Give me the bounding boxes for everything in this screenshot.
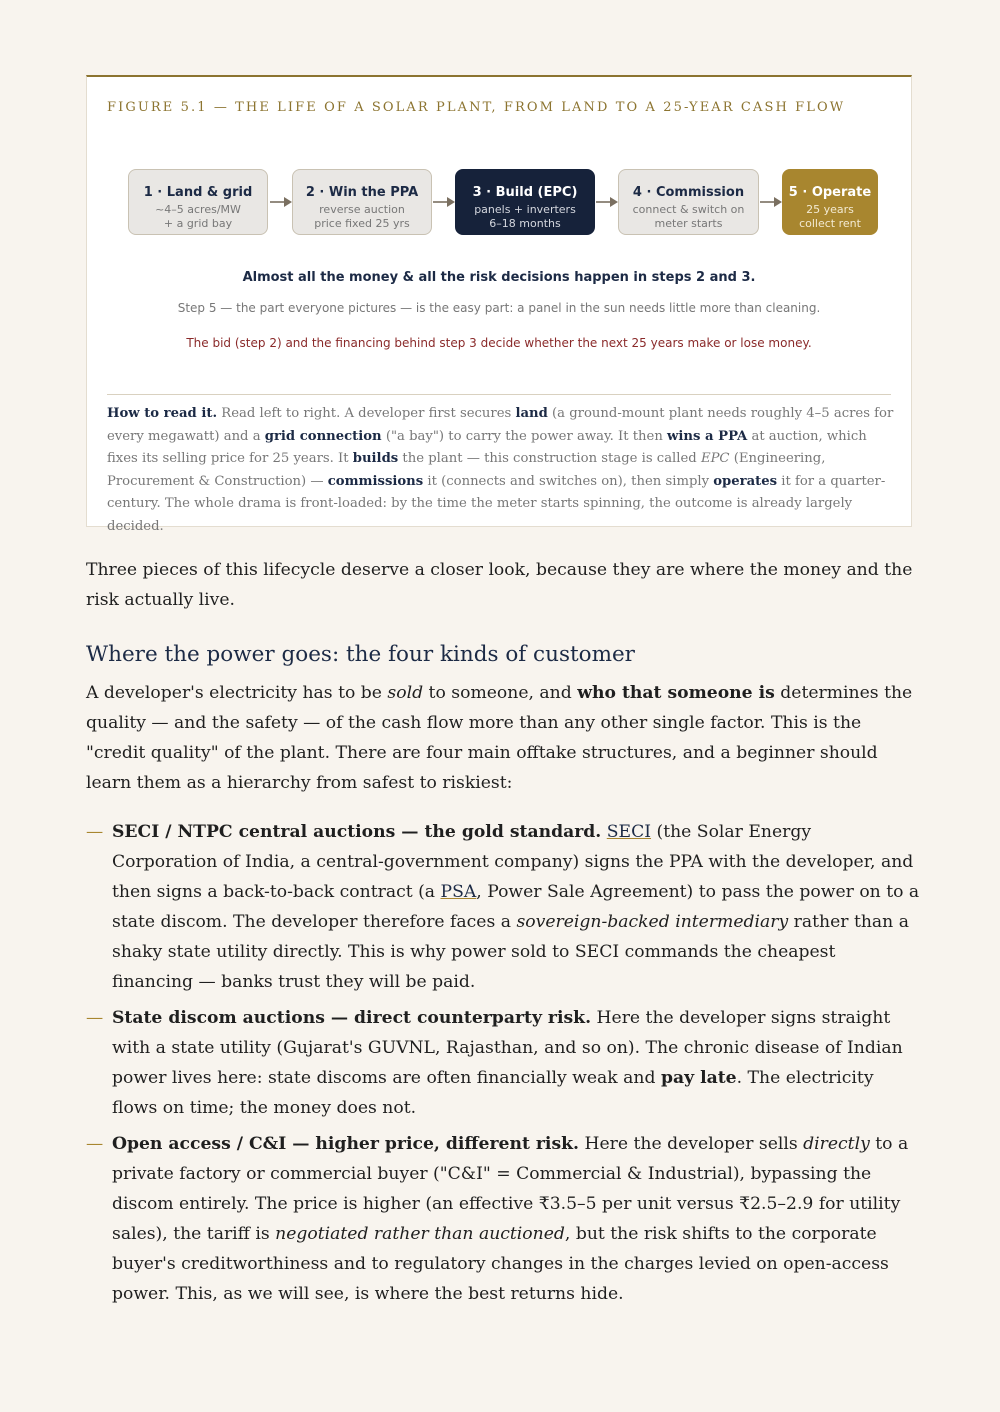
step-commission [618, 169, 759, 235]
step-detail: connect & switch on [632, 203, 745, 216]
psa-link[interactable]: PSA [440, 882, 477, 902]
paragraph-text: determines the quality — and the safety — of the cash flow more than any other single factor. This is the "credit quality" of the plant. There are four main offtake structures, and a beginner should learn them as a hierarchy from safest to riskiest: [86, 683, 913, 793]
caption-text: the plant — this construction stage is called [398, 451, 701, 467]
item-text: , Power Sale Agreement) to pass the power on to a state discom. The developer therefore faces a [112, 882, 920, 932]
step-detail: panels + inverters [474, 203, 576, 216]
intro-paragraph: Three pieces of this lifecycle deserve a closer look, because they are where the money and the risk actually live. [86, 560, 913, 610]
caption-term: builds [352, 451, 399, 467]
step-detail: ~4–5 acres/MW [155, 203, 241, 216]
caption-text: ("a bay") to carry the power away. It then [381, 428, 668, 444]
list-item-open-access [86, 1129, 920, 1309]
caption-term: grid connection [264, 428, 382, 444]
item-emphasis: directly [803, 1134, 870, 1154]
caption-lead: How to read it. [107, 406, 218, 421]
caption-text: (Engineering, Procurement & Construction) — [107, 451, 826, 489]
item-text: . The electricity flows on time; the money does not. [112, 1068, 874, 1118]
section-heading: Where the power goes: the four kinds of customer [86, 642, 635, 667]
key-note: Step 5 — the part everyone pictures — is the easy part: a panel in the sun needs little more than cleaning. [177, 301, 821, 315]
caption-term: EPC [700, 451, 730, 467]
step-detail: + a grid bay [163, 217, 233, 230]
item-text: (the Solar Energy Corporation of India, a central-government company) signs the PPA with the developer, and then signs a back-to-back contract (a [112, 822, 914, 902]
caption-term: commissions [327, 473, 424, 489]
list-item-seci [86, 817, 920, 997]
arrow-right-icon [759, 195, 783, 209]
step-title: 2 · Win the PPA [305, 185, 419, 200]
step-win-ppa [292, 169, 432, 235]
paragraph-emphasis: sold [387, 683, 424, 703]
dash-bullet: — [86, 1008, 104, 1028]
step-title: 4 · Commission [632, 185, 745, 200]
step-operate [782, 169, 878, 235]
item-emphasis: sovereign-backed intermediary [516, 912, 789, 932]
step-detail: price fixed 25 yrs [314, 217, 410, 230]
step-title: 3 · Build (EPC) [472, 185, 578, 200]
divider [107, 394, 891, 395]
arrow-right-icon [269, 195, 293, 209]
dash-bullet: — [86, 1134, 104, 1154]
step-build-epc [455, 169, 595, 235]
step-detail: 25 years [806, 203, 854, 216]
figure-caption [107, 403, 897, 539]
caption-term: wins a PPA [667, 428, 748, 444]
item-text: to a private factory or commercial buyer ("C&I" = Commercial & Industrial), bypassing the discom entirely. The price is higher (an effective ₹3.5–5 per unit versus ₹2.5–2.9 for utility sales), the tariff is [112, 1134, 909, 1244]
caption-term: land [515, 406, 548, 421]
step-detail: reverse auction [319, 203, 405, 216]
item-heading: SECI / NTPC central auctions — the gold standard. [112, 822, 602, 842]
paragraph-strong: who that someone is [577, 683, 775, 703]
key-warning: The bid (step 2) and the financing behind step 3 decide whether the next 25 years make or lose money. [186, 336, 812, 350]
list-item-state-discom [86, 1003, 920, 1123]
seci-link[interactable]: SECI [606, 822, 652, 842]
arrow-right-icon [432, 195, 456, 209]
figure-title: FIGURE 5.1 — THE LIFE OF A SOLAR PLANT, FROM LAND TO A 25-YEAR CASH FLOW [107, 100, 846, 115]
item-text: Here the developer sells [579, 1134, 804, 1154]
caption-text: it for a quarter-century. The whole drama is front-loaded: by the time the meter starts spinning, the outcome is already largely decided. [107, 473, 886, 534]
paragraph-text: A developer's electricity has to be [86, 683, 388, 703]
step-title: 1 · Land & grid [143, 185, 253, 200]
item-heading: State discom auctions — direct counterparty risk. [112, 1008, 592, 1028]
offtake-list [86, 817, 920, 1315]
lifecycle-flow [128, 169, 878, 237]
caption-text: (a ground-mount plant needs roughly 4–5 acres for every megawatt) and a [107, 406, 894, 444]
item-text: rather than a shaky state utility directly. This is why power sold to SECI commands the cheapest financing — banks trust they will be paid. [112, 912, 909, 992]
arrow-right-icon [595, 195, 619, 209]
item-strong: pay late [660, 1068, 737, 1088]
dash-bullet: — [86, 822, 104, 842]
item-text: Here the developer signs straight with a state utility (Gujarat's GUVNL, Rajasthan, and so on). The chronic disease of Indian power lives here: state discoms are often financially weak and [112, 1008, 903, 1088]
caption-text: at auction, which fixes its selling price for 25 years. It [107, 428, 867, 467]
caption-text: it (connects and switches on), then simply [423, 473, 714, 489]
paragraph-text: to someone, and [423, 683, 578, 703]
step-detail: meter starts [654, 217, 723, 230]
section-paragraph [86, 678, 920, 798]
item-emphasis: negotiated rather than auctioned [275, 1224, 565, 1244]
caption-text: Read left to right. A developer first secures [217, 406, 516, 421]
figure-5-1 [86, 75, 912, 534]
item-text: , but the risk shifts to the corporate buyer's creditworthiness and to regulatory changes in the charges levied on open-access power. This, as we will see, is where the best returns hide. [112, 1224, 889, 1304]
step-land-grid [128, 169, 268, 235]
item-heading: Open access / C&I — higher price, different risk. [112, 1134, 580, 1154]
caption-term: operates [713, 473, 778, 489]
step-detail: 6–18 months [489, 217, 561, 230]
step-title: 5 · Operate [788, 185, 872, 200]
key-takeaway: Almost all the money & all the risk decisions happen in steps 2 and 3. [242, 270, 756, 285]
step-detail: collect rent [799, 217, 861, 230]
